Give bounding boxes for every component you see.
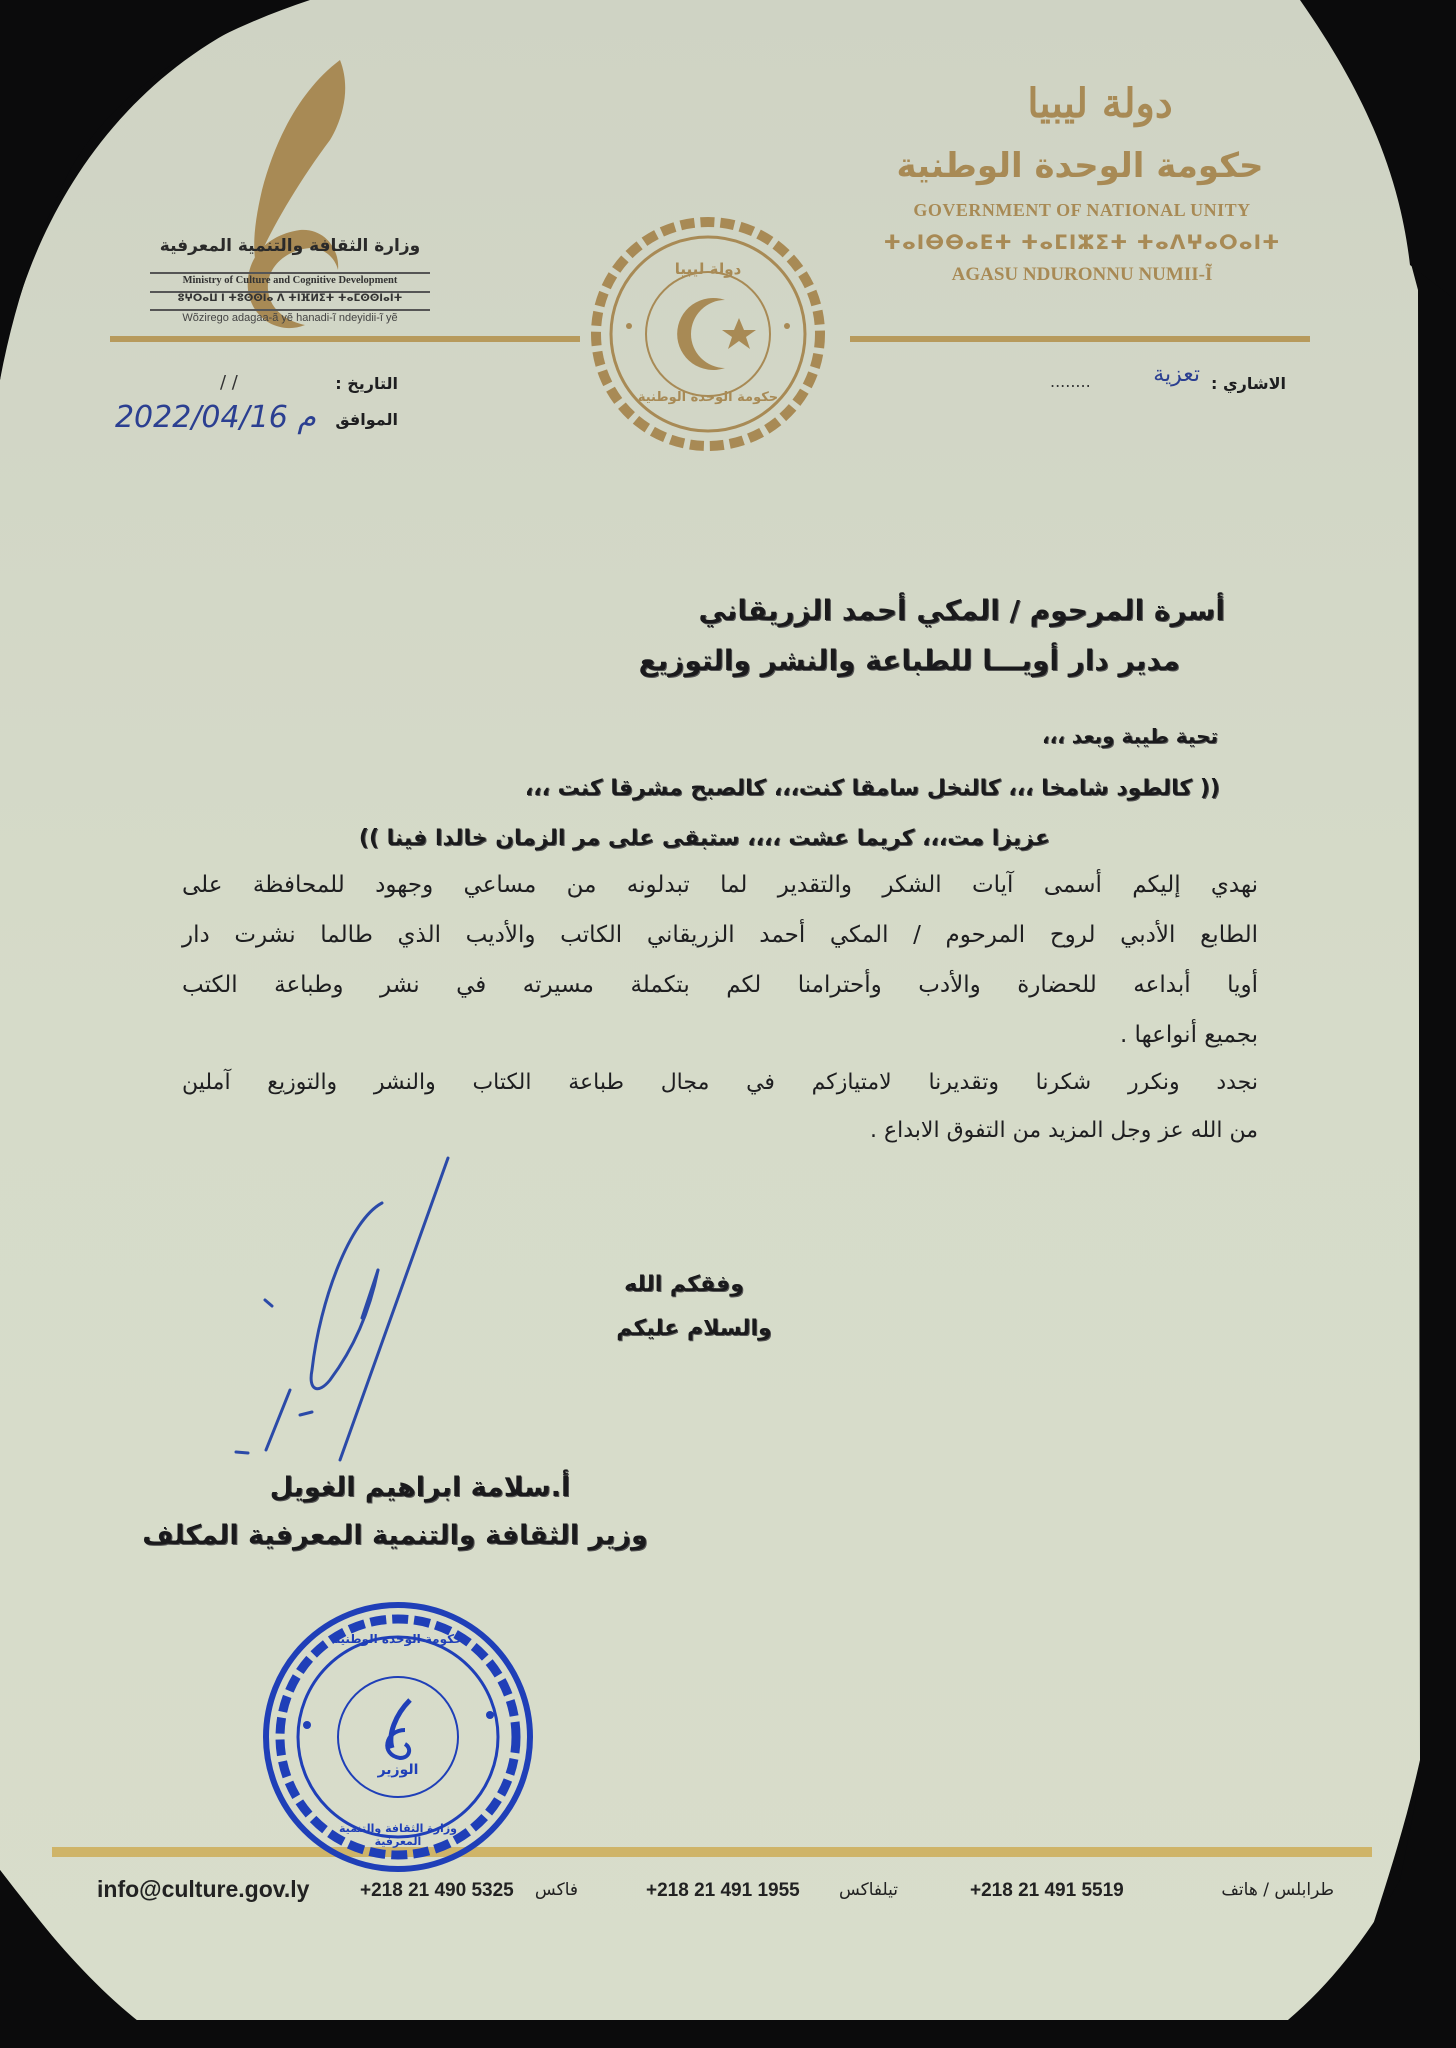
footer-city-phone-label: طرابلس / هاتف (1221, 1880, 1334, 1900)
header-government-other: AGASU NDURONNU NUMII-Ĩ (951, 264, 1213, 285)
header-government-ar: حكومة الوحدة الوطنية (896, 146, 1264, 186)
background-strip-bottom (0, 2020, 1456, 2048)
verse-line-2: عزيزا مت،،، كريما عشت ،،،، ستبقى على مر الزمان خالدا فينا )) (358, 826, 1050, 851)
footer-phone-number: +218 21 491 5519 (970, 1880, 1124, 1901)
recipient-line-1: أسرة المرحوم / المكي أحمد الزريقاني (698, 594, 1225, 627)
signatory-title: وزير الثقافة والتنمية المعرفية المكلف (142, 1520, 648, 1551)
reference-dots: ........ (1050, 372, 1091, 391)
paragraph-1-line-3: أويا أبداعه للحضارة والأدب وأحترامنا لكم بتكملة مسيرته في نشر وطباعة الكتب (182, 972, 1258, 998)
ministry-name-tifinagh: ⵓⵖⵔⴰⵡ ⵏ ⵜⵓⵙⵙⵏⴰ ⴷ ⵜⵏⴼⵍⵉⵜ ⵜⴰⵎⵙⵙⵏⴰⵏⵜ (177, 293, 403, 304)
ministry-name-en: Ministry of Culture and Cognitive Development (182, 275, 398, 286)
gregorian-date-handwritten: 2022/04/16 م (114, 400, 316, 435)
paragraph-1-line-4: بجميع أنواعها . (1119, 1022, 1258, 1048)
header-rule-right (850, 336, 1310, 342)
recipient-line-2: مدير دار أويـــا للطباعة والنشر والتوزيع (638, 644, 1180, 677)
footer-rule (52, 1847, 1372, 1857)
emblem-text-top: دولة ليبيا (674, 260, 742, 278)
signatory-name: أ.سلامة ابراهيم الغويل (269, 1472, 571, 1503)
stamp-text-bottom: وزارة الثقافة والتنمية المعرفية (339, 1822, 457, 1848)
footer-email[interactable]: info@culture.gov.ly (97, 1876, 310, 1902)
reference-value-handwritten: تعزية (1153, 362, 1200, 387)
gregorian-label: الموافق (335, 410, 398, 429)
stamp-text-center: الوزير (377, 1762, 419, 1778)
paragraph-1-line-2: الطابع الأدبي لروح المرحوم / المكي أحمد الزريقاني الكاتب والأديب الذي طالما نشرت دار (182, 922, 1258, 948)
stamp-text-top: حكومة الوحدة الوطنية (333, 1632, 463, 1646)
paragraph-2-line-1: نجدد ونكرر شكرنا وتقديرنا لامتيازكم في مجال طباعة الكتاب والنشر والتوزيع آملين (182, 1070, 1258, 1095)
ministry-rule-3 (150, 309, 430, 311)
header-state-name-ar: دولة ليبيا (1027, 80, 1173, 127)
paragraph-1-line-1: نهدي إليكم أسمى آيات الشكر والتقدير لما تبدلونه من مساعي وجهود للمحافظة على (182, 872, 1258, 898)
footer-telefax-number: +218 21 491 1955 (646, 1880, 800, 1901)
date-label: التاريخ : (335, 374, 398, 393)
date-hijri-blank: / / (220, 372, 238, 393)
ministry-name-ar: وزارة الثقافة والتنمية المعرفية (159, 236, 421, 256)
header-government-tifinagh: ⵜⴰⵏⴱⴱⴰⴹⵜ ⵜⴰⵎⵏⵣⵉⵜ ⵜⴰⴷⵖⴰⵔⴰⵏⵜ (883, 230, 1281, 254)
closing-line-1: وفقكم الله (624, 1272, 744, 1297)
footer-fax-label: فاكس (534, 1880, 578, 1900)
reference-label: الاشاري : (1211, 374, 1286, 393)
ministry-rule-1 (150, 272, 430, 274)
header-rule-left (110, 336, 580, 342)
ministry-name-other: Wõzirego adagaa-ã yẽ hanadi-ĩ ndeyidii-ĩ yẽ (182, 312, 398, 324)
header-government-en: GOVERNMENT OF NATIONAL UNITY (913, 200, 1251, 220)
closing-line-2: والسلام عليكم (616, 1316, 772, 1341)
verse-line-1: (( كالطود شامخا ،،، كالنخل سامقا كنت،،، كالصبح مشرقا كنت ،،، (524, 776, 1220, 801)
greeting: تحية طيبة وبعد ،،، (1042, 724, 1218, 748)
emblem-text-bottom: حكومة الوحدة الوطنية (637, 390, 779, 405)
footer-fax-number: +218 21 490 5325 (360, 1880, 514, 1901)
footer-telefax-label: تيلفاكس (838, 1880, 898, 1900)
paragraph-2-line-2: من الله عز وجل المزيد من التفوق الابداع . (870, 1118, 1258, 1143)
